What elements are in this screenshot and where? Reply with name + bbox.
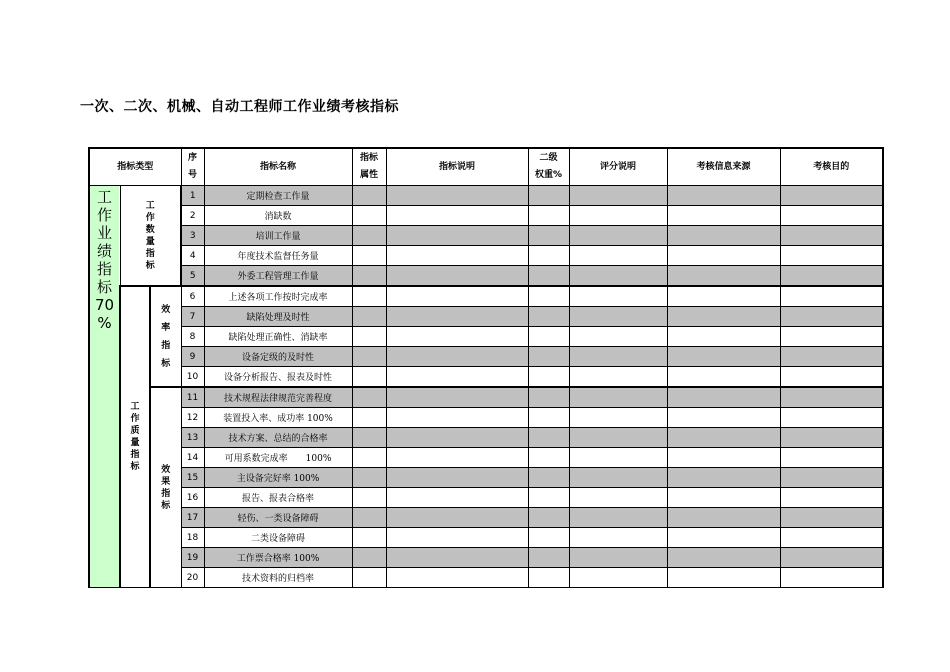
header-source: 考核信息来源 bbox=[667, 148, 780, 186]
indicator-name: 上述各项工作按时完成率 bbox=[204, 286, 352, 307]
table-row bbox=[89, 286, 883, 307]
source-cell bbox=[667, 528, 780, 548]
score-cell bbox=[569, 246, 667, 266]
purpose-cell bbox=[780, 206, 883, 226]
row-number: 8 bbox=[181, 327, 204, 347]
indicator-name: 报告、报表合格率 bbox=[204, 488, 352, 508]
header-desc: 指标说明 bbox=[386, 148, 528, 186]
score-cell bbox=[569, 307, 667, 327]
indicator-desc-cell bbox=[386, 307, 528, 327]
indicator-name: 轻伤、一类设备障碍 bbox=[204, 508, 352, 528]
table-row bbox=[89, 226, 883, 246]
row-number: 6 bbox=[181, 286, 204, 307]
indicator-name: 二类设备障碍 bbox=[204, 528, 352, 548]
weight-cell bbox=[528, 367, 569, 388]
header-name: 指标名称 bbox=[204, 148, 352, 186]
indicator-name: 工作票合格率 100% bbox=[204, 548, 352, 568]
indicator-attr-cell bbox=[352, 327, 386, 347]
indicator-desc-cell bbox=[386, 186, 528, 206]
score-cell bbox=[569, 226, 667, 246]
table-row bbox=[89, 307, 883, 327]
indicator-desc-cell bbox=[386, 448, 528, 468]
source-cell bbox=[667, 186, 780, 206]
indicator-name: 可用系数完成率 100% bbox=[204, 448, 352, 468]
weight-cell bbox=[528, 488, 569, 508]
purpose-cell bbox=[780, 528, 883, 548]
category-work-performance: 工 作 业 绩 指 标 70 % bbox=[89, 186, 120, 588]
indicator-desc-cell bbox=[386, 408, 528, 428]
table-row bbox=[89, 528, 883, 548]
score-cell bbox=[569, 428, 667, 448]
row-number: 18 bbox=[181, 528, 204, 548]
header-row bbox=[89, 148, 883, 186]
score-cell bbox=[569, 548, 667, 568]
score-cell bbox=[569, 508, 667, 528]
source-cell bbox=[667, 448, 780, 468]
purpose-cell bbox=[780, 327, 883, 347]
page-title: 一次、二次、机械、自动工程师工作业绩考核指标 bbox=[80, 99, 399, 115]
source-cell bbox=[667, 508, 780, 528]
weight-cell bbox=[528, 468, 569, 488]
kpi-table bbox=[88, 147, 884, 588]
indicator-attr-cell bbox=[352, 226, 386, 246]
score-cell bbox=[569, 408, 667, 428]
source-cell bbox=[667, 307, 780, 327]
weight-cell bbox=[528, 246, 569, 266]
indicator-desc-cell bbox=[386, 347, 528, 367]
table-row bbox=[89, 327, 883, 347]
source-cell bbox=[667, 246, 780, 266]
indicator-attr-cell bbox=[352, 528, 386, 548]
purpose-cell bbox=[780, 367, 883, 388]
row-number: 4 bbox=[181, 246, 204, 266]
source-cell bbox=[667, 387, 780, 408]
indicator-attr-cell bbox=[352, 206, 386, 226]
table-row bbox=[89, 508, 883, 528]
indicator-attr-cell bbox=[352, 508, 386, 528]
indicator-desc-cell bbox=[386, 206, 528, 226]
purpose-cell bbox=[780, 226, 883, 246]
indicator-name: 缺陷处理正确性、消缺率 bbox=[204, 327, 352, 347]
row-number: 13 bbox=[181, 428, 204, 448]
weight-cell bbox=[528, 286, 569, 307]
weight-cell bbox=[528, 307, 569, 327]
source-cell bbox=[667, 206, 780, 226]
source-cell bbox=[667, 266, 780, 287]
row-number: 14 bbox=[181, 448, 204, 468]
indicator-name: 培训工作量 bbox=[204, 226, 352, 246]
header-purpose: 考核目的 bbox=[780, 148, 883, 186]
weight-cell bbox=[528, 548, 569, 568]
purpose-cell bbox=[780, 568, 883, 588]
header-weight: 二级 权重% bbox=[528, 148, 569, 186]
weight-cell bbox=[528, 508, 569, 528]
indicator-attr-cell bbox=[352, 468, 386, 488]
score-cell bbox=[569, 347, 667, 367]
source-cell bbox=[667, 488, 780, 508]
weight-cell bbox=[528, 327, 569, 347]
source-cell bbox=[667, 548, 780, 568]
indicator-desc-cell bbox=[386, 387, 528, 408]
row-number: 11 bbox=[181, 387, 204, 408]
indicator-attr-cell bbox=[352, 387, 386, 408]
row-number: 15 bbox=[181, 468, 204, 488]
header-indicator-type: 指标类型 bbox=[89, 148, 181, 186]
table-row bbox=[89, 408, 883, 428]
purpose-cell bbox=[780, 307, 883, 327]
row-number: 17 bbox=[181, 508, 204, 528]
table-row bbox=[89, 367, 883, 388]
weight-cell bbox=[528, 387, 569, 408]
indicator-desc-cell bbox=[386, 266, 528, 287]
score-cell bbox=[569, 448, 667, 468]
indicator-attr-cell bbox=[352, 347, 386, 367]
row-number: 19 bbox=[181, 548, 204, 568]
indicator-attr-cell bbox=[352, 266, 386, 287]
indicator-name: 技术方案、总结的合格率 bbox=[204, 428, 352, 448]
indicator-desc-cell bbox=[386, 367, 528, 388]
table-row bbox=[89, 347, 883, 367]
indicator-name: 外委工程管理工作量 bbox=[204, 266, 352, 287]
score-cell bbox=[569, 186, 667, 206]
table-row bbox=[89, 246, 883, 266]
indicator-name: 设备分析报告、报表及时性 bbox=[204, 367, 352, 388]
source-cell bbox=[667, 408, 780, 428]
header-seq: 序 号 bbox=[181, 148, 204, 186]
purpose-cell bbox=[780, 408, 883, 428]
indicator-desc-cell bbox=[386, 508, 528, 528]
table-row bbox=[89, 206, 883, 226]
purpose-cell bbox=[780, 508, 883, 528]
indicator-attr-cell bbox=[352, 548, 386, 568]
indicator-attr-cell bbox=[352, 488, 386, 508]
indicator-attr-cell bbox=[352, 568, 386, 588]
score-cell bbox=[569, 367, 667, 388]
indicator-attr-cell bbox=[352, 246, 386, 266]
source-cell bbox=[667, 327, 780, 347]
indicator-desc-cell bbox=[386, 488, 528, 508]
row-number: 3 bbox=[181, 226, 204, 246]
source-cell bbox=[667, 367, 780, 388]
weight-cell bbox=[528, 428, 569, 448]
weight-cell bbox=[528, 528, 569, 548]
indicator-desc-cell bbox=[386, 286, 528, 307]
row-number: 7 bbox=[181, 307, 204, 327]
table-row bbox=[89, 548, 883, 568]
score-cell bbox=[569, 468, 667, 488]
row-number: 5 bbox=[181, 266, 204, 287]
score-cell bbox=[569, 206, 667, 226]
weight-cell bbox=[528, 408, 569, 428]
indicator-attr-cell bbox=[352, 428, 386, 448]
table-row bbox=[89, 568, 883, 588]
table-row bbox=[89, 428, 883, 448]
indicator-desc-cell bbox=[386, 327, 528, 347]
row-number: 10 bbox=[181, 367, 204, 388]
weight-cell bbox=[528, 568, 569, 588]
score-cell bbox=[569, 286, 667, 307]
group-work-quantity: 工 作 数 量 指 标 bbox=[120, 186, 181, 287]
indicator-desc-cell bbox=[386, 548, 528, 568]
indicator-desc-cell bbox=[386, 428, 528, 448]
indicator-desc-cell bbox=[386, 246, 528, 266]
row-number: 20 bbox=[181, 568, 204, 588]
purpose-cell bbox=[780, 428, 883, 448]
purpose-cell bbox=[780, 468, 883, 488]
score-cell bbox=[569, 528, 667, 548]
indicator-attr-cell bbox=[352, 367, 386, 388]
weight-cell bbox=[528, 266, 569, 287]
indicator-attr-cell bbox=[352, 307, 386, 327]
weight-cell bbox=[528, 347, 569, 367]
purpose-cell bbox=[780, 246, 883, 266]
indicator-attr-cell bbox=[352, 286, 386, 307]
score-cell bbox=[569, 568, 667, 588]
table-row bbox=[89, 186, 883, 206]
score-cell bbox=[569, 327, 667, 347]
purpose-cell bbox=[780, 286, 883, 307]
indicator-attr-cell bbox=[352, 408, 386, 428]
source-cell bbox=[667, 226, 780, 246]
indicator-desc-cell bbox=[386, 468, 528, 488]
purpose-cell bbox=[780, 548, 883, 568]
row-number: 2 bbox=[181, 206, 204, 226]
source-cell bbox=[667, 286, 780, 307]
weight-cell bbox=[528, 206, 569, 226]
weight-cell bbox=[528, 448, 569, 468]
indicator-name: 技术资料的归档率 bbox=[204, 568, 352, 588]
indicator-name: 技术规程法律规范完善程度 bbox=[204, 387, 352, 408]
purpose-cell bbox=[780, 186, 883, 206]
indicator-desc-cell bbox=[386, 528, 528, 548]
group-work-quality: 工 作 质 量 指 标 bbox=[120, 286, 150, 588]
indicator-attr-cell bbox=[352, 186, 386, 206]
indicator-name: 设备定级的及时性 bbox=[204, 347, 352, 367]
indicator-name: 装置投入率、成功率 100% bbox=[204, 408, 352, 428]
sub-efficiency: 效 率 指 标 bbox=[150, 286, 181, 387]
table-row bbox=[89, 468, 883, 488]
table-row bbox=[89, 387, 883, 408]
table-row bbox=[89, 488, 883, 508]
indicator-name: 定期检查工作量 bbox=[204, 186, 352, 206]
score-cell bbox=[569, 266, 667, 287]
header-score: 评分说明 bbox=[569, 148, 667, 186]
sub-effect: 效 果 指 标 bbox=[150, 387, 181, 588]
header-attr: 指标 属性 bbox=[352, 148, 386, 186]
indicator-name: 年度技术监督任务量 bbox=[204, 246, 352, 266]
row-number: 16 bbox=[181, 488, 204, 508]
purpose-cell bbox=[780, 488, 883, 508]
purpose-cell bbox=[780, 448, 883, 468]
purpose-cell bbox=[780, 266, 883, 287]
purpose-cell bbox=[780, 347, 883, 367]
score-cell bbox=[569, 387, 667, 408]
table-row bbox=[89, 448, 883, 468]
source-cell bbox=[667, 428, 780, 448]
score-cell bbox=[569, 488, 667, 508]
indicator-name: 主设备完好率 100% bbox=[204, 468, 352, 488]
indicator-attr-cell bbox=[352, 448, 386, 468]
row-number: 12 bbox=[181, 408, 204, 428]
weight-cell bbox=[528, 226, 569, 246]
source-cell bbox=[667, 468, 780, 488]
weight-cell bbox=[528, 186, 569, 206]
indicator-name: 消缺数 bbox=[204, 206, 352, 226]
table-row bbox=[89, 266, 883, 287]
indicator-desc-cell bbox=[386, 226, 528, 246]
source-cell bbox=[667, 568, 780, 588]
row-number: 1 bbox=[181, 186, 204, 206]
indicator-desc-cell bbox=[386, 568, 528, 588]
indicator-name: 缺陷处理及时性 bbox=[204, 307, 352, 327]
source-cell bbox=[667, 347, 780, 367]
purpose-cell bbox=[780, 387, 883, 408]
row-number: 9 bbox=[181, 347, 204, 367]
